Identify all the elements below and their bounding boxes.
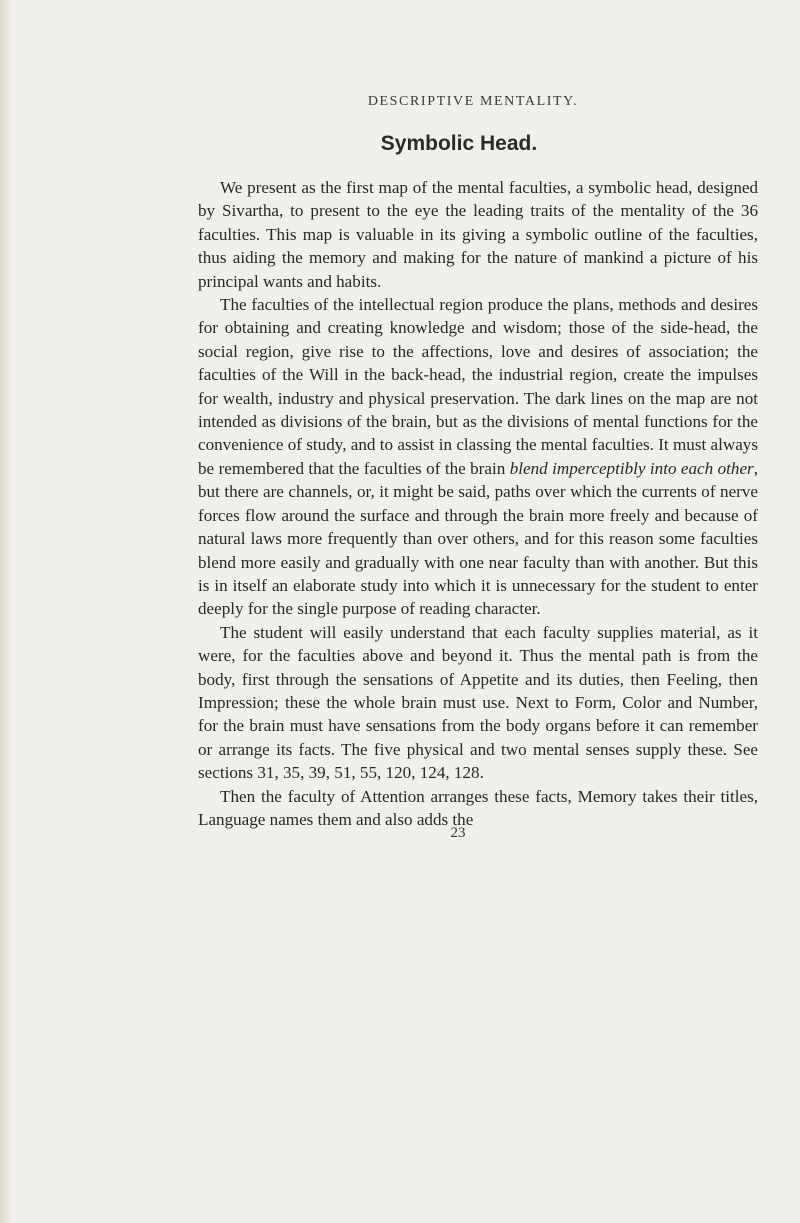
- paragraph-3-text: The student will easily understand that each faculty supplies material, as it were, for the faculties above and beyond it. Thus the mental path is from the body, first through the sensations of Appetite and its duties, then Feeling, then Impression; these the whole brain must use. Next to Form, Color and Number, for the brain must have sensations from the body organs before it can remember or arrange its facts. The five physical and two mental senses supply these. See sections 31, 35, 39, 51, 55, 120, 124, 128.: [198, 622, 758, 783]
- running-head: DESCRIPTIVE MENTALITY.: [367, 94, 579, 109]
- book-page: [198, 94, 758, 842]
- section-title: Symbolic Head.: [380, 132, 538, 155]
- paragraph-1-text: We present as the first map of the mental faculties, a symbolic head, designed by Sivartha, to present to the eye the leading traits of the mentality of the 36 faculties. This map is valuable in its giving a symbolic outline of the faculties, thus aiding the memory and making for the nature of mankind a picture of his principal wants and habits.: [198, 178, 758, 291]
- paragraph-2-text-a: The faculties of the intellectual region produce the plans, methods and desires for obtaining and creating knowledge and wisdom; those of the side-head, the social region, give rise to the affections, love and desires of association; the faculties of the Will in the back-head, the industrial region, create the impulses for wealth, industry and physical preservation. The dark lines on the map are not intended as divisions of the brain, but as the divisions of mental functions for the convenience of study, and to assist in classing the mental faculties. It must always be remembered that the faculties of the brain: [198, 295, 758, 478]
- page-left-edge: [0, 0, 12, 1223]
- paragraph-4-text: Then the faculty of Attention arranges these facts, Memory takes their titles, Language names them and also adds the: [198, 786, 758, 829]
- paragraph-4: [198, 785, 758, 832]
- paragraph-2-italic: blend imperceptibly into each other: [509, 458, 754, 478]
- paragraph-3: [198, 621, 758, 785]
- body-text: [198, 176, 758, 831]
- paragraph-2: [198, 293, 758, 621]
- paragraph-2-text-b: , but there are channels, or, it might be said, paths over which the currents of nerve forces flow around the surface and through the brain more freely and because of natural laws more frequently than over others, and for this reason some faculties blend more easily and gradually with one near faculty than with another. But this is in itself an elaborate study into which it is unnecessary for the student to enter deeply for the single purpose of reading character.: [198, 458, 758, 619]
- page-number: 23: [450, 825, 466, 842]
- paragraph-1: [198, 176, 758, 293]
